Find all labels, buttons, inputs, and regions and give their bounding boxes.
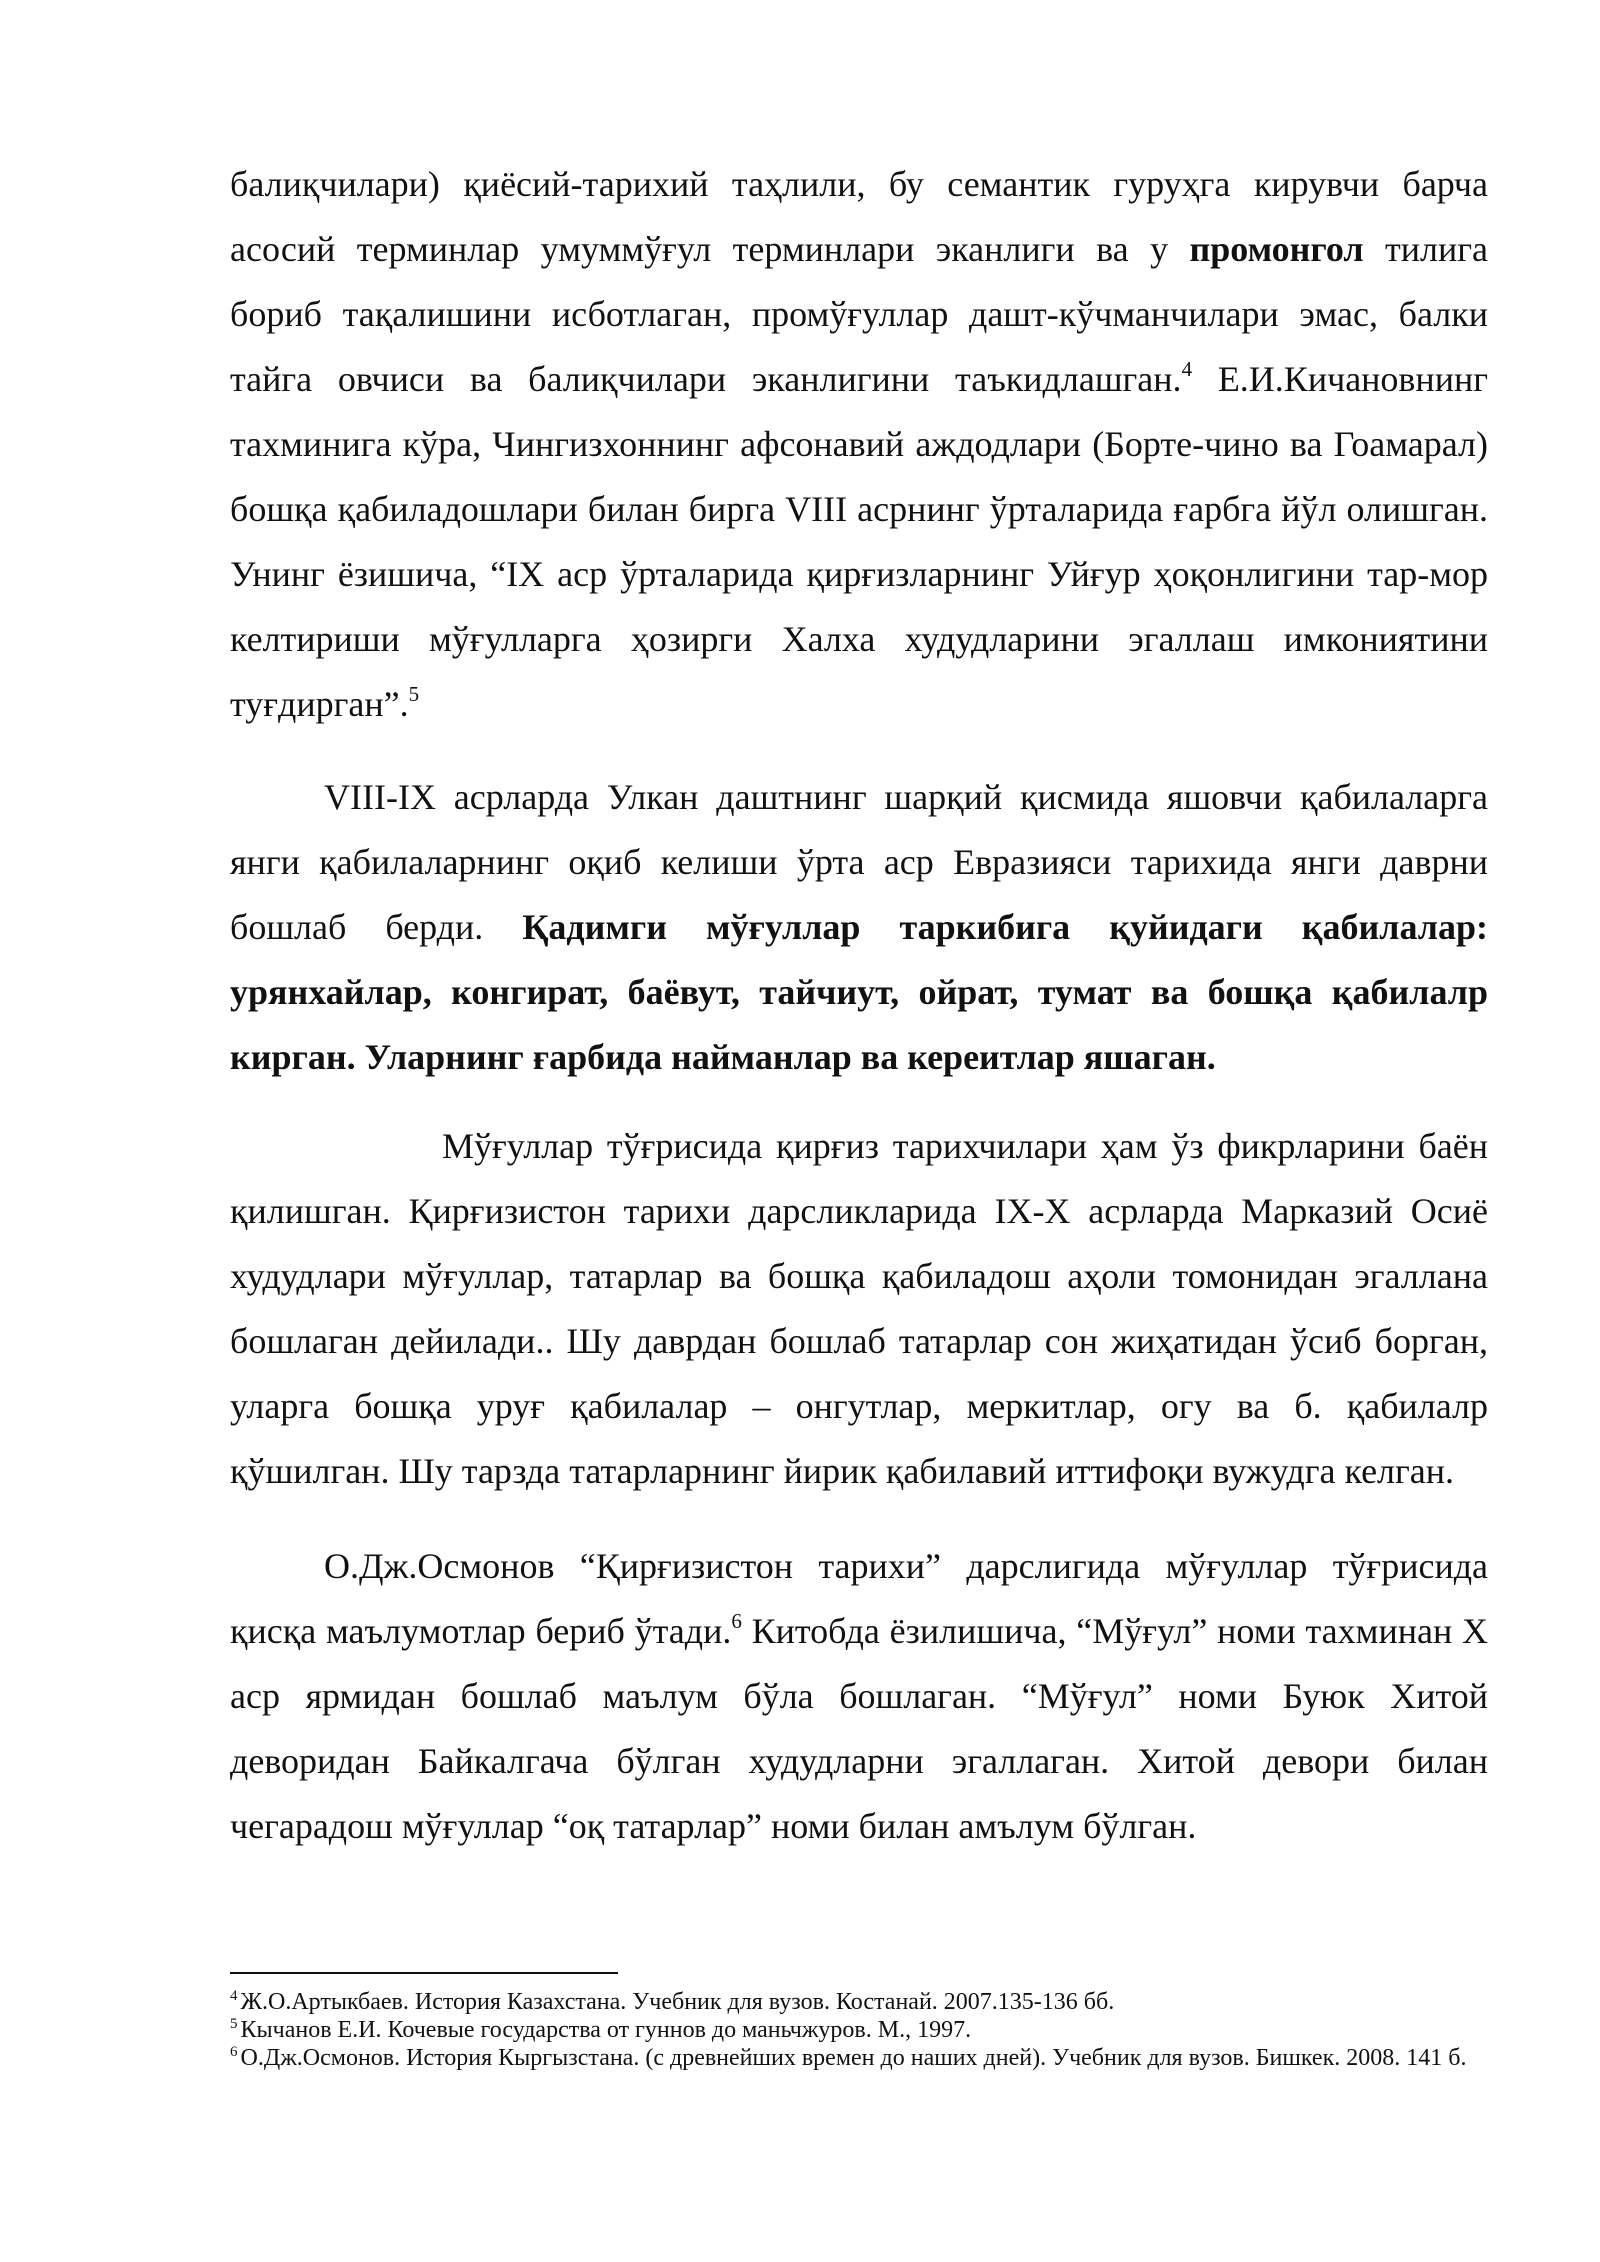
paragraph-1-bold-term: промонгол	[1189, 229, 1364, 269]
footnote-5	[230, 2016, 1488, 2044]
footnote-ref-4[interactable]: 4	[1181, 357, 1193, 381]
footnote-text: Кычанов Е.И. Кочевые государства от гуннов до маньчжуров. М., 1997.	[240, 2017, 972, 2043]
footnote-number: 4	[230, 1988, 238, 2004]
paragraph-1-text-c: Е.И.Кичановнинг тахминига кўра, Чингизхоннинг афсонавий аждодлари (Борте-чино ва Гоамарал) бошқа қабиладошлари билан бирга VIII асрнинг ўрталарида ғарбга йўл олишган. Унинг ёзишича, “IX аср ўрталарида қирғизларнинг Уйғур ҳоқонлигини тар-мор келтириши мўғулларга ҳозирги Халха худудларини эгаллаш имкониятини туғдирган”.	[230, 359, 1488, 724]
paragraph-2-bold-text: Қадимги мўғуллар таркибига қуйидаги қабилалар: урянхайлар, конгират, баёвут, тайчиут, ойрат, тумат ва бошқа қабилалр кирган. Уларнинг ғарбида найманлар ва кереитлар яшаган.	[230, 907, 1488, 1077]
document-page	[230, 152, 1488, 1859]
footnote-text: О.Дж.Осмонов. История Кыргызстана. (с древнейших времен до наших дней). Учебник для вузов. Бишкек. 2008. 141 б.	[240, 2045, 1467, 2071]
paragraph-2-text: VIII-IX асрларда Улкан даштнинг шарқий қисмида яшовчи қабилаларга янги қабилаларнинг оқиб келиши ўрта аср Евразияси тарихида янги даврни бошлаб берди.	[230, 777, 1488, 947]
footnote-4	[230, 1988, 1488, 2016]
footnote-ref-5[interactable]: 5	[408, 682, 420, 706]
footnote-number: 6	[230, 2044, 238, 2060]
paragraph-4-text-b: Китобда ёзилишича, “Мўғул” номи тахминан X аср ярмидан бошлаб маълум бўла бошлаган. “Мўғул” номи Буюк Хитой деворидан Байкалгача бўлган худудларни эгаллаган. Хитой девори билан чегарадош мўғуллар “оқ татарлар” номи билан амълум бўлган.	[230, 1611, 1488, 1846]
paragraph-4	[230, 1534, 1488, 1859]
footnote-ref-6[interactable]: 6	[731, 1609, 742, 1633]
footnotes-section	[230, 1972, 1488, 2072]
footnote-6	[230, 2044, 1488, 2072]
footnote-text: Ж.О.Артыкбаев. История Казахстана. Учебник для вузов. Костанай. 2007.135-136 бб.	[240, 1989, 1115, 2015]
paragraph-4-text-a: О.Дж.Осмонов “Қирғизистон тарихи” дарслигида мўғуллар тўғрисида қисқа маълумотлар бериб ўтади.	[230, 1546, 1488, 1651]
paragraph-1	[230, 152, 1488, 737]
footnote-separator	[230, 1972, 618, 1974]
paragraph-2	[230, 765, 1488, 1090]
paragraph-1-text-a: балиқчилари) қиёсий-тарихий таҳлили, бу семантик гуруҳга кирувчи барча асосий терминлар умуммўғул терминлари эканлиги ва у	[230, 164, 1488, 269]
paragraph-1-text-b: тилига бориб тақалишини исботлаган, промўғуллар дашт-кўчманчилари эмас, балки тайга овчиси ва балиқчилари эканлигини таъкидлашган.	[230, 229, 1488, 399]
footnote-number: 5	[230, 2016, 238, 2032]
paragraph-3-text: Мўғуллар тўғрисида қирғиз тарихчилари ҳам ўз фикрларини баён қилишган. Қирғизистон тарихи дарсликларида IX-X асрларда Марказий Осиё худудлари мўғуллар, татарлар ва бошқа қабиладош аҳоли томонидан эгаллана бошлаган дейилади.. Шу даврдан бошлаб татарлар сон жиҳатидан ўсиб борган, уларга бошқа уруғ қабилалар – онгутлар, меркитлар, огу ва б. қабилалр қўшилган. Шу тарзда татарларнинг йирик қабилавий иттифоқи вужудга келган.	[230, 1126, 1488, 1491]
paragraph-3	[230, 1114, 1488, 1504]
